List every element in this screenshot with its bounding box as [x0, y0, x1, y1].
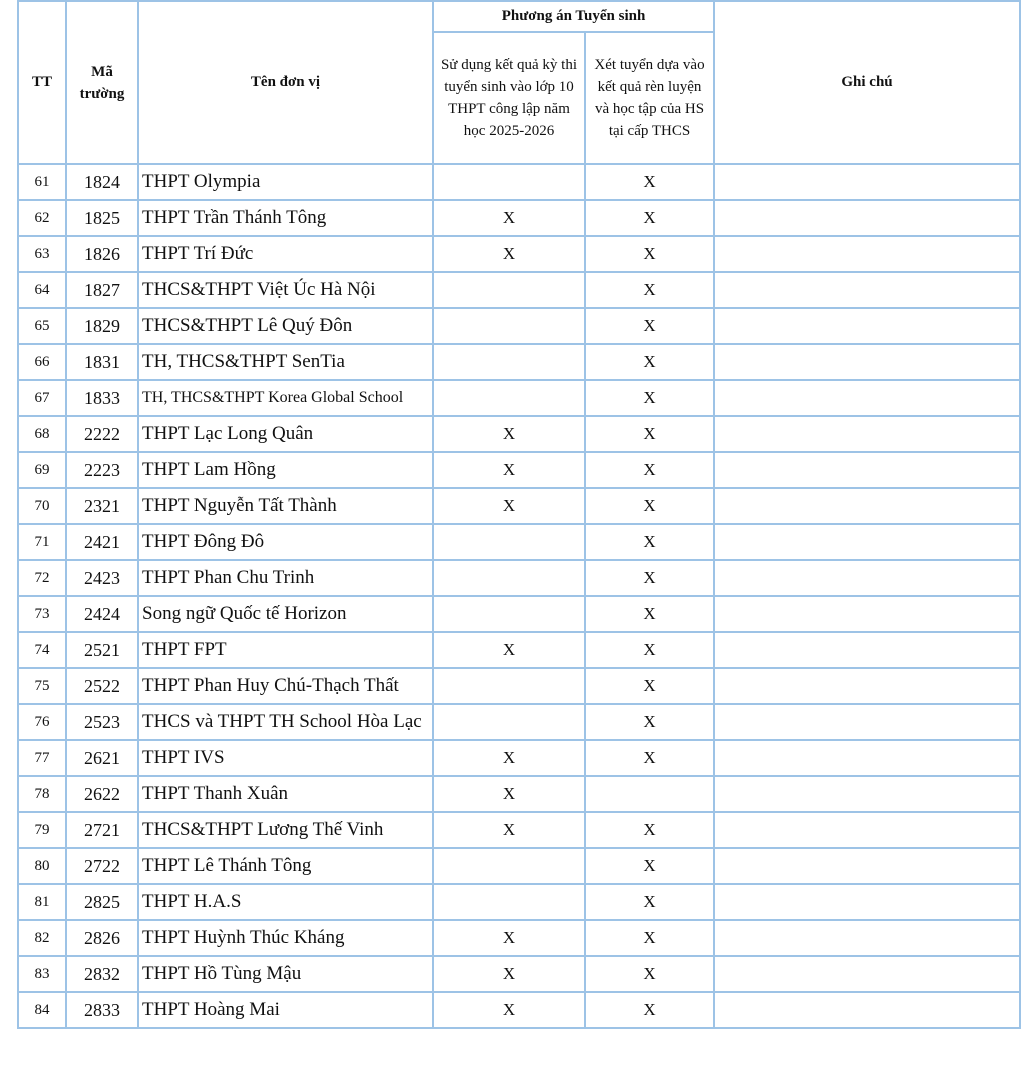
table-row	[18, 704, 1020, 740]
exam-plan-mark: X	[433, 452, 585, 488]
school-code: 1826	[66, 236, 138, 272]
row-number: 77	[18, 740, 66, 776]
school-code: 2321	[66, 488, 138, 524]
unit-name: THPT Lam Hồng	[138, 452, 433, 488]
unit-name: THCS&THPT Việt Úc Hà Nội	[138, 272, 433, 308]
header-unit-name: Tên đơn vị	[138, 1, 433, 164]
table-row	[18, 776, 1020, 812]
note-cell	[714, 488, 1020, 524]
table-header	[18, 1, 1020, 164]
admissions-table-wrapper	[17, 0, 1021, 1029]
unit-name: THPT Lê Thánh Tông	[138, 848, 433, 884]
note-cell	[714, 236, 1020, 272]
table-row	[18, 812, 1020, 848]
review-plan-mark: X	[585, 380, 714, 416]
unit-name: THPT IVS	[138, 740, 433, 776]
exam-plan-mark: X	[433, 236, 585, 272]
row-number: 68	[18, 416, 66, 452]
row-number: 70	[18, 488, 66, 524]
review-plan-mark: X	[585, 452, 714, 488]
exam-plan-mark	[433, 308, 585, 344]
table-row	[18, 308, 1020, 344]
row-number: 63	[18, 236, 66, 272]
exam-plan-mark	[433, 344, 585, 380]
note-cell	[714, 956, 1020, 992]
school-code: 1825	[66, 200, 138, 236]
row-number: 71	[18, 524, 66, 560]
unit-name: THPT Phan Huy Chú-Thạch Thất	[138, 668, 433, 704]
note-cell	[714, 632, 1020, 668]
row-number: 62	[18, 200, 66, 236]
note-cell	[714, 452, 1020, 488]
table-row	[18, 560, 1020, 596]
table-body	[18, 164, 1020, 1028]
unit-name: Song ngữ Quốc tế Horizon	[138, 596, 433, 632]
school-code: 2521	[66, 632, 138, 668]
exam-plan-mark	[433, 164, 585, 200]
note-cell	[714, 920, 1020, 956]
review-plan-mark: X	[585, 560, 714, 596]
school-code: 2423	[66, 560, 138, 596]
table-row	[18, 488, 1020, 524]
exam-plan-mark	[433, 560, 585, 596]
exam-plan-mark	[433, 884, 585, 920]
table-row	[18, 200, 1020, 236]
note-cell	[714, 776, 1020, 812]
exam-plan-mark: X	[433, 632, 585, 668]
note-cell	[714, 416, 1020, 452]
header-plan-group: Phương án Tuyển sinh	[433, 1, 714, 32]
school-code: 2523	[66, 704, 138, 740]
unit-name: THPT Hồ Tùng Mậu	[138, 956, 433, 992]
review-plan-mark: X	[585, 812, 714, 848]
school-code: 2424	[66, 596, 138, 632]
review-plan-mark: X	[585, 884, 714, 920]
unit-name: THPT Hoàng Mai	[138, 992, 433, 1028]
row-number: 66	[18, 344, 66, 380]
school-code: 2825	[66, 884, 138, 920]
review-plan-mark: X	[585, 308, 714, 344]
review-plan-mark: X	[585, 272, 714, 308]
exam-plan-mark	[433, 848, 585, 884]
exam-plan-mark: X	[433, 812, 585, 848]
school-code: 2222	[66, 416, 138, 452]
row-number: 79	[18, 812, 66, 848]
review-plan-mark: X	[585, 740, 714, 776]
row-number: 82	[18, 920, 66, 956]
row-number: 64	[18, 272, 66, 308]
row-number: 84	[18, 992, 66, 1028]
school-code: 2522	[66, 668, 138, 704]
row-number: 72	[18, 560, 66, 596]
review-plan-mark: X	[585, 920, 714, 956]
header-plan-exam: Sử dụng kết quả kỳ thi tuyển sinh vào lớp 10 THPT công lập năm học 2025-2026	[433, 32, 585, 164]
admissions-table	[17, 0, 1021, 1029]
note-cell	[714, 740, 1020, 776]
header-code-line2: trường	[79, 85, 125, 102]
row-number: 81	[18, 884, 66, 920]
table-row	[18, 596, 1020, 632]
review-plan-mark: X	[585, 848, 714, 884]
table-row	[18, 740, 1020, 776]
row-number: 74	[18, 632, 66, 668]
note-cell	[714, 272, 1020, 308]
school-code: 2223	[66, 452, 138, 488]
note-cell	[714, 524, 1020, 560]
row-number: 65	[18, 308, 66, 344]
row-number: 76	[18, 704, 66, 740]
row-number: 75	[18, 668, 66, 704]
exam-plan-mark: X	[433, 920, 585, 956]
review-plan-mark: X	[585, 344, 714, 380]
unit-name: THPT Trần Thánh Tông	[138, 200, 433, 236]
header-school-code	[66, 1, 138, 164]
school-code: 1829	[66, 308, 138, 344]
review-plan-mark: X	[585, 488, 714, 524]
school-code: 1831	[66, 344, 138, 380]
row-number: 61	[18, 164, 66, 200]
exam-plan-mark	[433, 704, 585, 740]
review-plan-mark: X	[585, 632, 714, 668]
unit-name: THPT Huỳnh Thúc Kháng	[138, 920, 433, 956]
exam-plan-mark: X	[433, 740, 585, 776]
school-code: 2832	[66, 956, 138, 992]
unit-name: THPT Trí Đức	[138, 236, 433, 272]
note-cell	[714, 668, 1020, 704]
school-code: 2826	[66, 920, 138, 956]
exam-plan-mark	[433, 524, 585, 560]
note-cell	[714, 308, 1020, 344]
table-row	[18, 164, 1020, 200]
note-cell	[714, 812, 1020, 848]
review-plan-mark: X	[585, 416, 714, 452]
review-plan-mark: X	[585, 200, 714, 236]
school-code: 1833	[66, 380, 138, 416]
exam-plan-mark	[433, 272, 585, 308]
table-row	[18, 272, 1020, 308]
unit-name: THPT Thanh Xuân	[138, 776, 433, 812]
header-note: Ghi chú	[714, 1, 1020, 164]
unit-name: THPT Phan Chu Trinh	[138, 560, 433, 596]
unit-name: THCS&THPT Lê Quý Đôn	[138, 308, 433, 344]
table-row	[18, 848, 1020, 884]
table-row	[18, 992, 1020, 1028]
unit-name: THCS và THPT TH School Hòa Lạc	[138, 704, 433, 740]
review-plan-mark: X	[585, 704, 714, 740]
exam-plan-mark: X	[433, 416, 585, 452]
header-code-line1: Mã	[91, 63, 113, 80]
unit-name: THPT Đông Đô	[138, 524, 433, 560]
unit-name: THPT FPT	[138, 632, 433, 668]
school-code: 2833	[66, 992, 138, 1028]
exam-plan-mark: X	[433, 776, 585, 812]
school-code: 2622	[66, 776, 138, 812]
unit-name: THPT Olympia	[138, 164, 433, 200]
exam-plan-mark	[433, 596, 585, 632]
table-row	[18, 668, 1020, 704]
table-row	[18, 452, 1020, 488]
row-number: 78	[18, 776, 66, 812]
exam-plan-mark: X	[433, 956, 585, 992]
exam-plan-mark: X	[433, 488, 585, 524]
unit-name: TH, THCS&THPT Korea Global School	[138, 380, 433, 416]
exam-plan-mark	[433, 380, 585, 416]
table-row	[18, 632, 1020, 668]
unit-name: THCS&THPT Lương Thế Vinh	[138, 812, 433, 848]
review-plan-mark: X	[585, 524, 714, 560]
note-cell	[714, 596, 1020, 632]
review-plan-mark: X	[585, 956, 714, 992]
unit-name: THPT Nguyễn Tất Thành	[138, 488, 433, 524]
note-cell	[714, 200, 1020, 236]
school-code: 1824	[66, 164, 138, 200]
header-tt: TT	[18, 1, 66, 164]
school-code: 1827	[66, 272, 138, 308]
table-row	[18, 380, 1020, 416]
review-plan-mark: X	[585, 668, 714, 704]
note-cell	[714, 560, 1020, 596]
unit-name: TH, THCS&THPT SenTia	[138, 344, 433, 380]
school-code: 2721	[66, 812, 138, 848]
row-number: 67	[18, 380, 66, 416]
school-code: 2621	[66, 740, 138, 776]
exam-plan-mark	[433, 668, 585, 704]
note-cell	[714, 380, 1020, 416]
unit-name: THPT H.A.S	[138, 884, 433, 920]
row-number: 73	[18, 596, 66, 632]
row-number: 83	[18, 956, 66, 992]
note-cell	[714, 704, 1020, 740]
table-row	[18, 920, 1020, 956]
school-code: 2421	[66, 524, 138, 560]
table-row	[18, 344, 1020, 380]
school-code: 2722	[66, 848, 138, 884]
unit-name: THPT Lạc Long Quân	[138, 416, 433, 452]
table-row	[18, 524, 1020, 560]
note-cell	[714, 164, 1020, 200]
review-plan-mark	[585, 776, 714, 812]
exam-plan-mark: X	[433, 200, 585, 236]
review-plan-mark: X	[585, 596, 714, 632]
review-plan-mark: X	[585, 992, 714, 1028]
table-row	[18, 416, 1020, 452]
table-row	[18, 884, 1020, 920]
review-plan-mark: X	[585, 164, 714, 200]
note-cell	[714, 848, 1020, 884]
note-cell	[714, 344, 1020, 380]
row-number: 80	[18, 848, 66, 884]
review-plan-mark: X	[585, 236, 714, 272]
table-row	[18, 956, 1020, 992]
header-plan-review: Xét tuyển dựa vào kết quả rèn luyện và học tập của HS tại cấp THCS	[585, 32, 714, 164]
exam-plan-mark: X	[433, 992, 585, 1028]
row-number: 69	[18, 452, 66, 488]
note-cell	[714, 884, 1020, 920]
table-row	[18, 236, 1020, 272]
note-cell	[714, 992, 1020, 1028]
